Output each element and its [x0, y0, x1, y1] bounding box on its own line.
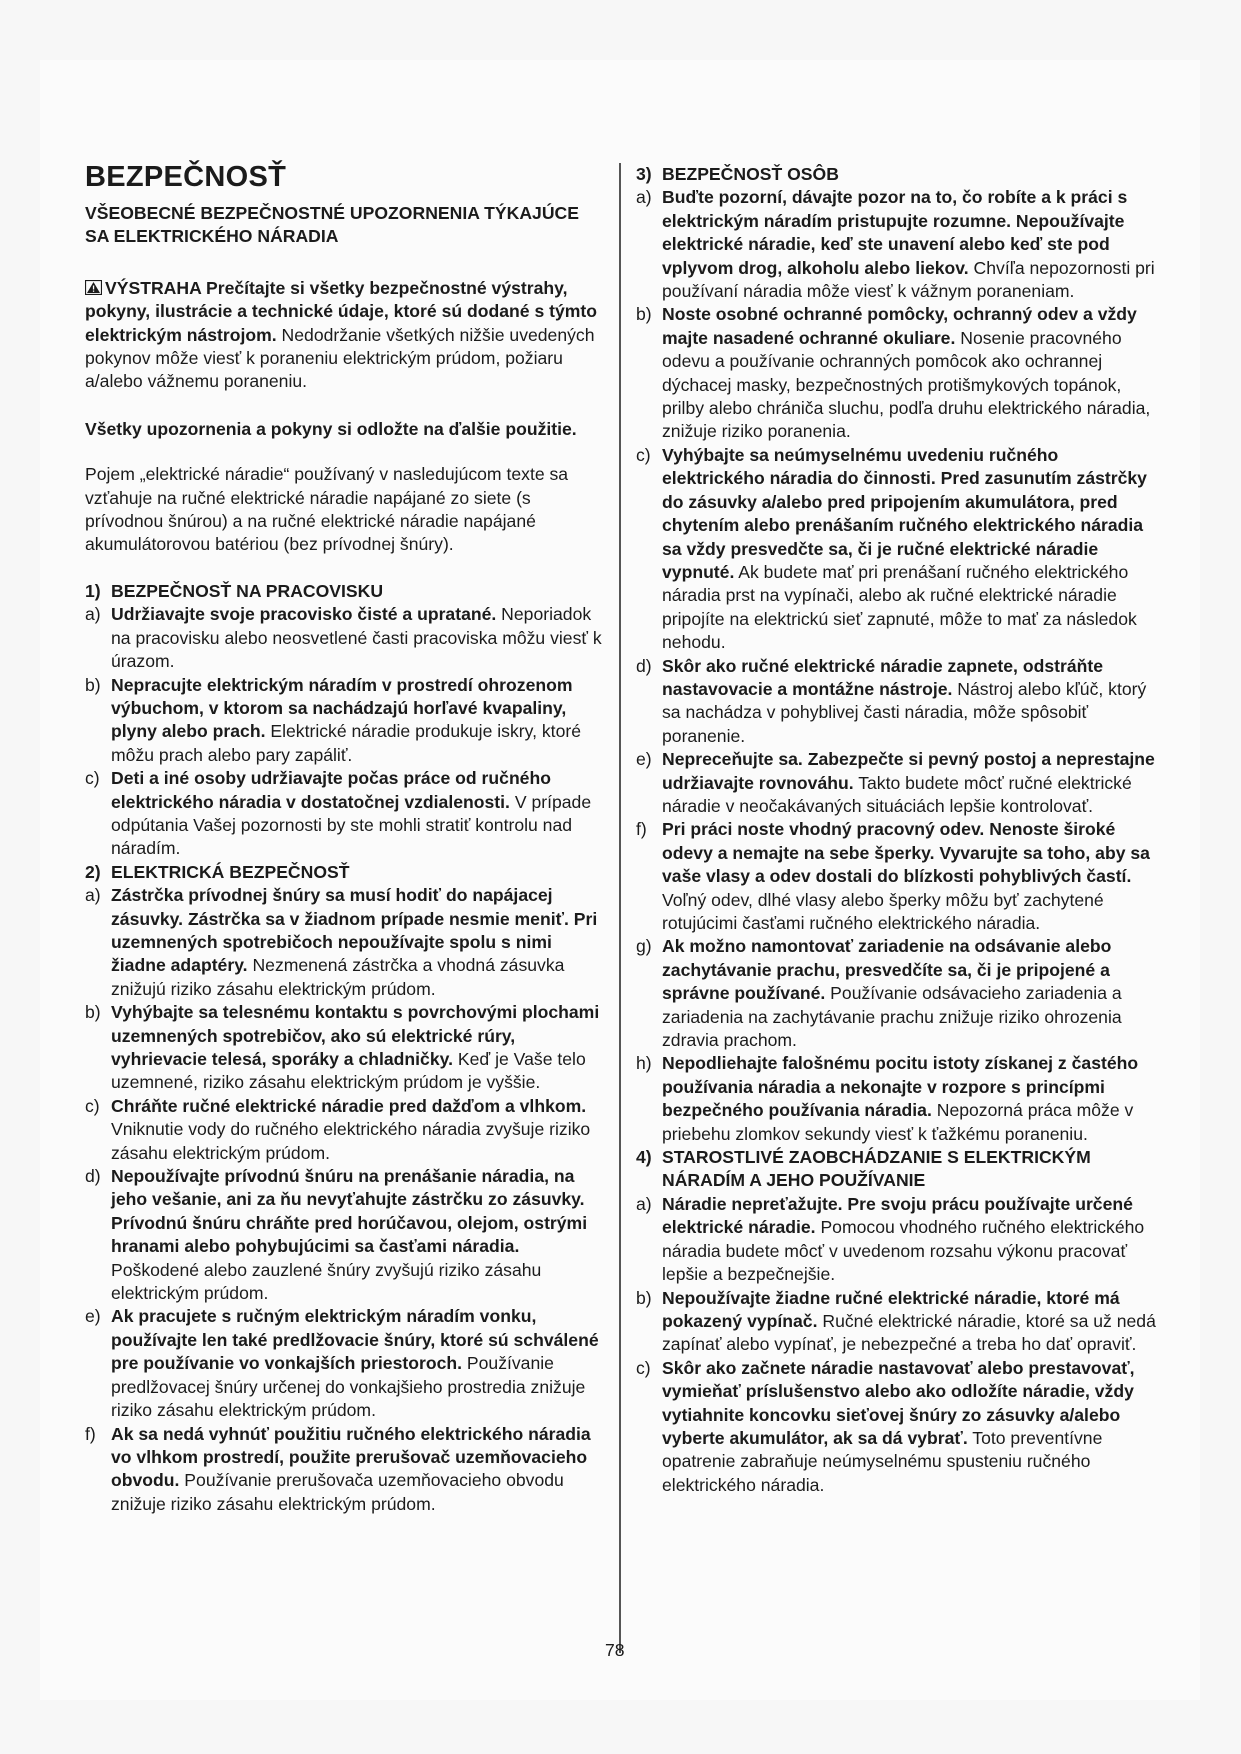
item-text: Ručné elektrické náradie, ktoré sa už nedá zapínať alebo vypínať, je nebezpečné a treba ho dať opraviť. — [662, 1310, 1156, 1355]
item-text: Nezmenená zástrčka a vhodná zásuvka znižujú riziko zásahu elektrickým prúdom. — [111, 955, 565, 999]
item-text: Toto preventívne opatrenie zabraňuje neúmyselnému spusteniu ručného elektrického náradia. — [662, 1427, 1103, 1495]
list-item — [636, 818, 1156, 935]
item-text: Používanie predlžovacej šnúry určenej do vonkajšieho prostredia znižuje riziko zásahu elektrickým prúdom. — [111, 1353, 586, 1421]
item-letter: b) — [636, 304, 652, 325]
item-letter: a) — [85, 604, 101, 625]
item-bold-text: Skôr ako ručné elektrické náradie zapnete, odstráňte nastavovacie a montážne nástroje. — [662, 655, 1103, 699]
item-bold-text: Nepoužívajte žiadne ručné elektrické náradie, ktoré má pokazený vypínač. — [662, 1287, 1120, 1331]
item-letter: a) — [636, 1193, 652, 1214]
item-bold-text: Nepoužívajte prívodnú šnúru na prenášanie náradia, na jeho vešanie, ani za ňu nevyťahujte zástrčku zo zásuvky. Prívodnú šnúru chráňte pred horúčavou, olejom, ostrými hranami alebo pohybujúcimi sa časťami náradia. — [111, 1166, 588, 1257]
warning-triangle-icon — [85, 280, 102, 295]
list-item — [85, 1095, 605, 1165]
list-item — [636, 186, 1156, 303]
section-heading — [85, 861, 605, 884]
item-bold-text: Zástrčka prívodnej šnúry sa musí hodiť do napájacej zásuvky. Zástrčka sa v žiadnom prípade nesmie meniť. Pri uzemnených spotrebičoch nepoužívajte spolu s nimi žiadne adaptéry. — [111, 885, 598, 976]
list-item — [636, 1193, 1156, 1287]
item-letter: c) — [85, 768, 100, 789]
item-bold-text: Deti a iné osoby udržiavajte počas práce od ručného elektrického náradia v dostatočnej vzdialenosti. — [111, 768, 551, 812]
left-column — [85, 160, 605, 1516]
item-bold-text: Ak možno namontovať zariadenie na odsávanie alebo zachytávanie prachu, presvedčíte sa, či je pripojené a správne používané. — [662, 936, 1112, 1004]
list-item — [85, 1165, 605, 1305]
section-heading — [636, 1146, 1156, 1193]
list-item — [85, 884, 605, 1001]
list-item — [636, 1357, 1156, 1497]
item-bold-text: Chráňte ručné elektrické náradie pred dažďom a vlhkom. — [111, 1095, 587, 1116]
item-letter: b) — [85, 674, 101, 695]
item-letter: h) — [636, 1053, 652, 1074]
item-text: Pomocou vhodného ručného elektrického náradia budete môcť v uvedenom rozsahu výkonu pracovať lepšie a bezpečnejšie. — [662, 1217, 1145, 1285]
section-title: BEZPEČNOSŤ NA PRACOVISKU — [111, 580, 384, 601]
section-heading — [636, 163, 1156, 186]
item-bold-text: Náradie nepreťažujte. Pre svoju prácu používajte určené elektrické náradie. — [662, 1193, 1133, 1238]
item-bold-text: Vyhýbajte sa neúmyselnému uvedeniu ručného elektrického náradia do činnosti. Pred zasunutím zástrčky do zásuvky a/alebo pred pripojením akumulátora, pred chytením alebo prenášaním ručného elektrického náradia sa vždy presvedčte sa, či je ručné elektrické náradie vypnuté. — [662, 444, 1147, 582]
item-text: Ak budete mať pri prenášaní ručného elektrického náradia prst na vypínači, alebo ak ručné elektrické náradie pripojíte na elektrickú sieť zapnuté, môže to mať za následok nehodu. — [662, 561, 1137, 653]
section-number: 2) — [85, 861, 101, 882]
item-letter: b) — [85, 1002, 101, 1023]
item-letter: d) — [85, 1166, 101, 1187]
list-item — [636, 1052, 1156, 1146]
list-item — [85, 674, 605, 768]
item-letter: g) — [636, 936, 652, 957]
column-divider — [619, 163, 621, 1653]
item-text: Poškodené alebo zauzlené šnúry zvyšujú riziko zásahu elektrickým prúdom. — [111, 1259, 542, 1304]
item-letter: e) — [636, 749, 652, 770]
item-bold-text: Ak sa nedá vyhnúť použitiu ručného elektrického náradia vo vlhkom prostredí, použite prerušovač uzemňovacieho obvodu. — [111, 1423, 591, 1491]
item-letter: b) — [636, 1287, 652, 1308]
item-letter: f) — [85, 1423, 96, 1444]
item-letter: c) — [636, 444, 651, 465]
definition-paragraph: Pojem „elektrické náradie“ používaný v nasledujúcom texte sa vzťahuje na ručné elektrické náradie napájané zo siete (s prívodnou šnúrou) a na ručné elektrické náradie napájané akumulátorovou batériou (bez prívodnej šnúry). — [85, 464, 569, 555]
section-number: 4) — [636, 1147, 652, 1168]
section-number: 3) — [636, 164, 652, 184]
item-bold-text: Nepodliehajte falošnému pocitu istoty získanej z častého používania náradia a nekonajte v rozpore s princípmi bezpečného používania náradia. — [662, 1053, 1139, 1121]
list-item — [85, 767, 605, 861]
warning-normal-text: Nedodržanie všetkých nižšie uvedených pokynov môže viesť k poraneniu elektrickým prúdom, požiaru a/alebo vážnemu poraneniu. — [85, 324, 595, 392]
item-letter: d) — [636, 655, 652, 676]
list-item — [636, 444, 1156, 655]
section-title: STAROSTLIVÉ ZAOBCHÁDZANIE S ELEKTRICKÝM NÁRADÍM A JEHO POUŽÍVANIE — [662, 1147, 1091, 1191]
item-bold-text: Skôr ako začnete náradie nastavovať alebo prestavovať, vymieňať príslušenstvo alebo ako odložíte náradie, vždy vytiahnite koncovku sieťovej šnúry zo zásuvky a/alebo vyberte akumulátor, ak sa dá vybrať. — [662, 1357, 1135, 1448]
item-letter: c) — [85, 1095, 100, 1116]
list-item — [85, 1423, 605, 1517]
item-bold-text: Nepreceňujte sa. Zabezpečte si pevný postoj a neprestajne udržiavajte rovnováhu. — [662, 749, 1155, 793]
section-number: 1) — [85, 580, 101, 601]
item-bold-text: Vyhýbajte sa telesnému kontaktu s povrchovými plochami uzemnených spotrebičov, ako sú elektrické rúry, vyhrievacie telesá, sporáky a chladničky. — [111, 1002, 600, 1069]
item-text: Chvíľa nepozornosti pri používaní náradia môže viesť k vážnym poraneniam. — [662, 257, 1155, 302]
item-text: Neporiadok na pracovisku alebo neosvetlené časti pracoviska môžu viesť k úrazom. — [111, 604, 602, 672]
item-bold-text: Noste osobné ochranné pomôcky, ochranný odev a vždy majte nasadené ochranné okuliare. — [662, 304, 1137, 348]
item-letter: a) — [85, 885, 101, 906]
list-item — [85, 603, 605, 673]
item-bold-text: Udržiavajte svoje pracovisko čisté a upratané. — [111, 604, 497, 625]
item-text: Takto budete môcť ručné elektrické náradie v neočakávaných situáciách lepšie kontrolovať. — [662, 772, 1132, 816]
item-bold-text: Pri práci noste vhodný pracovný odev. Nenoste široké odevy a nemajte na sebe šperky. Vyvarujte sa toho, aby sa vaše vlasy a odev dostali do blízkosti pohyblivých častí. — [662, 819, 1150, 887]
item-text: Používanie odsávacieho zariadenia a zariadenia na zachytávanie prachu znižuje riziko ohrozenia zdravia prachom. — [662, 983, 1122, 1051]
item-text: Vniknutie vody do ručného elektrického náradia zvyšuje riziko zásahu elektrickým prúdom. — [111, 1119, 591, 1163]
warning-bold-text: VÝSTRAHA Prečítajte si všetky bezpečnostné výstrahy, pokyny, ilustrácie a technické údaje, ktoré sú dodané s týmto elektrickým nástrojom. — [85, 277, 598, 345]
section-title: ELEKTRICKÁ BEZPEČNOSŤ — [111, 861, 350, 882]
list-item — [636, 1287, 1156, 1357]
item-letter: a) — [636, 187, 652, 208]
list-item — [636, 748, 1156, 818]
list-item — [636, 935, 1156, 1052]
item-letter: c) — [636, 1357, 651, 1378]
item-letter: e) — [85, 1306, 101, 1327]
list-item — [85, 1305, 605, 1422]
section-heading — [85, 580, 605, 603]
item-text: V prípade odpútania Vašej pozornosti by ste mohli stratiť kontrolu nad náradím. — [111, 791, 592, 859]
keep-instructions-note: Všetky upozornenia a pokyny si odložte na ďalšie použitie. — [85, 418, 577, 439]
list-item — [85, 1001, 605, 1095]
list-item — [636, 303, 1156, 443]
general-warnings-subtitle: VŠEOBECNÉ BEZPEČNOSTNÉ UPOZORNENIA TÝKAJÚCE SA ELEKTRICKÉHO NÁRADIA — [85, 203, 579, 247]
item-text: Nepozorná práca môže v priebehu zlomkov sekundy viesť k ťažkému poraneniu. — [662, 1100, 1134, 1144]
warning-paragraph — [85, 277, 605, 394]
section-title: BEZPEČNOSŤ OSÔB — [662, 164, 839, 184]
right-column — [636, 163, 1156, 1497]
page-title: BEZPEČNOSŤ — [85, 161, 287, 193]
item-text: Nástroj alebo kľúč, ktorý sa nachádza v pohyblivej časti náradia, môže spôsobiť poranenie. — [662, 678, 1147, 746]
item-text: Nosenie pracovného odevu a používanie ochranných pomôcok ako ochrannej dýchacej masky, bezpečnostných protišmykových topánok, prilby alebo chrániča sluchu, podľa druhu elektrického náradia, znižuje riziko poranenia. — [662, 327, 1151, 442]
item-text: Elektrické náradie produkuje iskry, ktoré môžu prach alebo pary zapáliť. — [111, 721, 582, 765]
item-text: Voľný odev, dlhé vlasy alebo šperky môžu byť zachytené rotujúcimi časťami ručného elektrického náradia. — [662, 889, 1104, 933]
list-item — [636, 655, 1156, 749]
item-letter: f) — [636, 819, 647, 840]
item-bold-text: Buďte pozorní, dávajte pozor na to, čo robíte a k práci s elektrickým náradím pristupujte rozumne. Nepoužívajte elektrické náradie, keď ste unavení alebo keď ste pod vplyvom drog, alkoholu alebo liekov. — [662, 187, 1128, 278]
item-text: Keď je Vaše telo uzemnené, riziko zásahu elektrickým prúdom je vyššie. — [111, 1049, 586, 1093]
item-bold-text: Ak pracujete s ručným elektrickým náradím vonku, používajte len také predlžovacie šnúry, ktoré sú schválené pre používanie vo vonkajších priestoroch. — [111, 1306, 599, 1374]
item-text: Používanie prerušovača uzemňovacieho obvodu znižuje riziko zásahu elektrickým prúdom. — [111, 1470, 564, 1514]
page-number: 78 — [605, 1640, 625, 1660]
item-bold-text: Nepracujte elektrickým náradím v prostredí ohrozenom výbuchom, v ktorom sa nachádzajú horľavé kvapaliny, plyny alebo prach. — [111, 674, 573, 742]
